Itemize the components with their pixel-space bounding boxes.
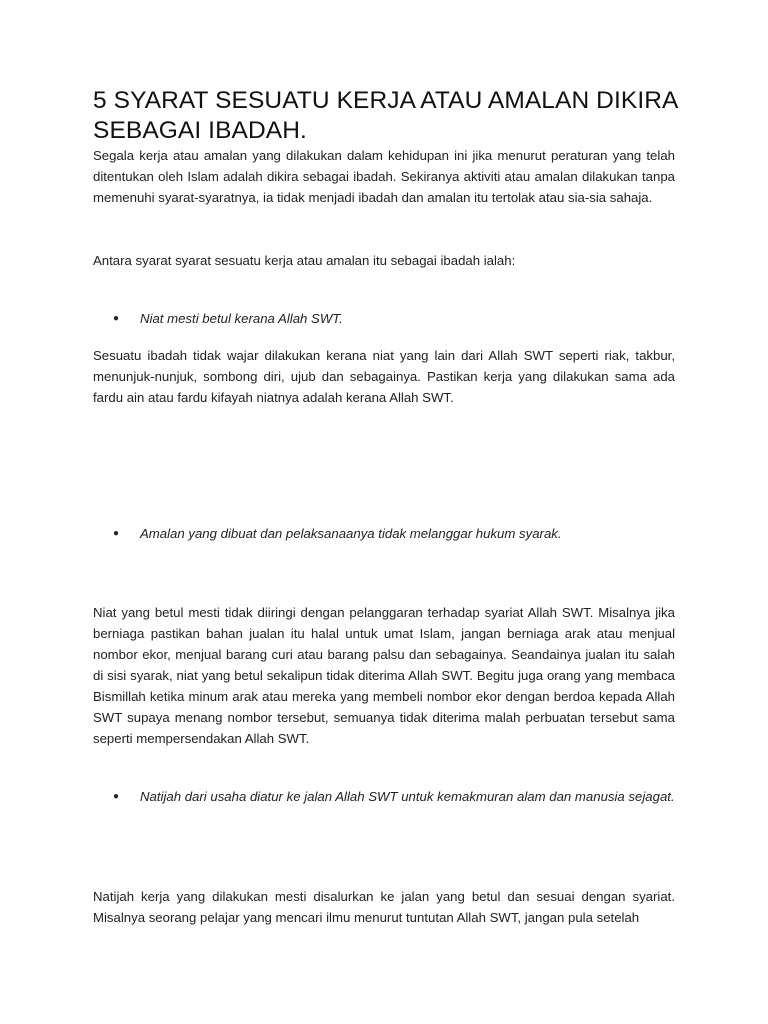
lead-paragraph: Antara syarat syarat sesuatu kerja atau amalan itu sebagai ibadah ialah: [93,253,516,268]
bullet-text: Niat mesti betul kerana Allah SWT. [140,311,343,326]
section-3-paragraph: Natijah kerja yang dilakukan mesti disalurkan ke jalan yang betul dan sesuai dengan syariat. Misalnya seorang pelajar yang mencari ilmu menurut tuntutan Allah SWT, jangan pula setelah [93,889,675,925]
bullet-icon: ● [113,313,120,324]
bullet-text: Amalan yang dibuat dan pelaksanaanya tidak melanggar hukum syarak. [140,526,562,541]
bullet-text: Natijah dari usaha diatur ke jalan Allah SWT untuk kemakmuran alam dan manusia sejagat. [140,789,675,804]
bullet-icon: ● [113,791,120,802]
bullet-item-2 [113,523,675,544]
section-1-paragraph: Sesuatu ibadah tidak wajar dilakukan kerana niat yang lain dari Allah SWT seperti riak, takbur, menunjuk-nunjuk, sombong diri, ujub dan sebagainya. Pastikan kerja yang dilakukan sama ada fardu ain atau fardu kifayah niatnya adalah kerana Allah SWT. [93,348,675,405]
document-title: 5 SYARAT SESUATU KERJA ATAU AMALAN DIKIRA SEBAGAI IBADAH. [93,87,678,144]
bullet-icon: ● [113,528,120,539]
bullet-item-1 [113,308,675,329]
intro-paragraph: Segala kerja atau amalan yang dilakukan dalam kehidupan ini jika menurut peraturan yang telah ditentukan oleh Islam adalah dikira sebagai ibadah. Sekiranya aktiviti atau amalan dilakukan tanpa memenuhi syarat-syaratnya, ia tidak menjadi ibadah dan amalan itu tertolak atau sia-sia sahaja. [93,148,675,205]
section-2-paragraph: Niat yang betul mesti tidak diiringi dengan pelanggaran terhadap syariat Allah SWT. Misalnya jika berniaga pastikan bahan jualan itu halal untuk umat Islam, jangan berniaga arak atau menjual nombor ekor, menjual barang curi atau barang palsu dan sebagainya. Seandainya jualan itu salah di sisi syarak, niat yang betul sekalipun tidak diterima Allah SWT. Begitu juga orang yang membaca Bismillah ketika minum arak atau mereka yang membeli nombor ekor dengan berdoa kepada Allah SWT supaya menang nombor tersebut, semuanya tidak diterima malah perbuatan tersebut sama seperti mempersendakan Allah SWT. [93,605,675,746]
bullet-item-3 [113,786,675,807]
